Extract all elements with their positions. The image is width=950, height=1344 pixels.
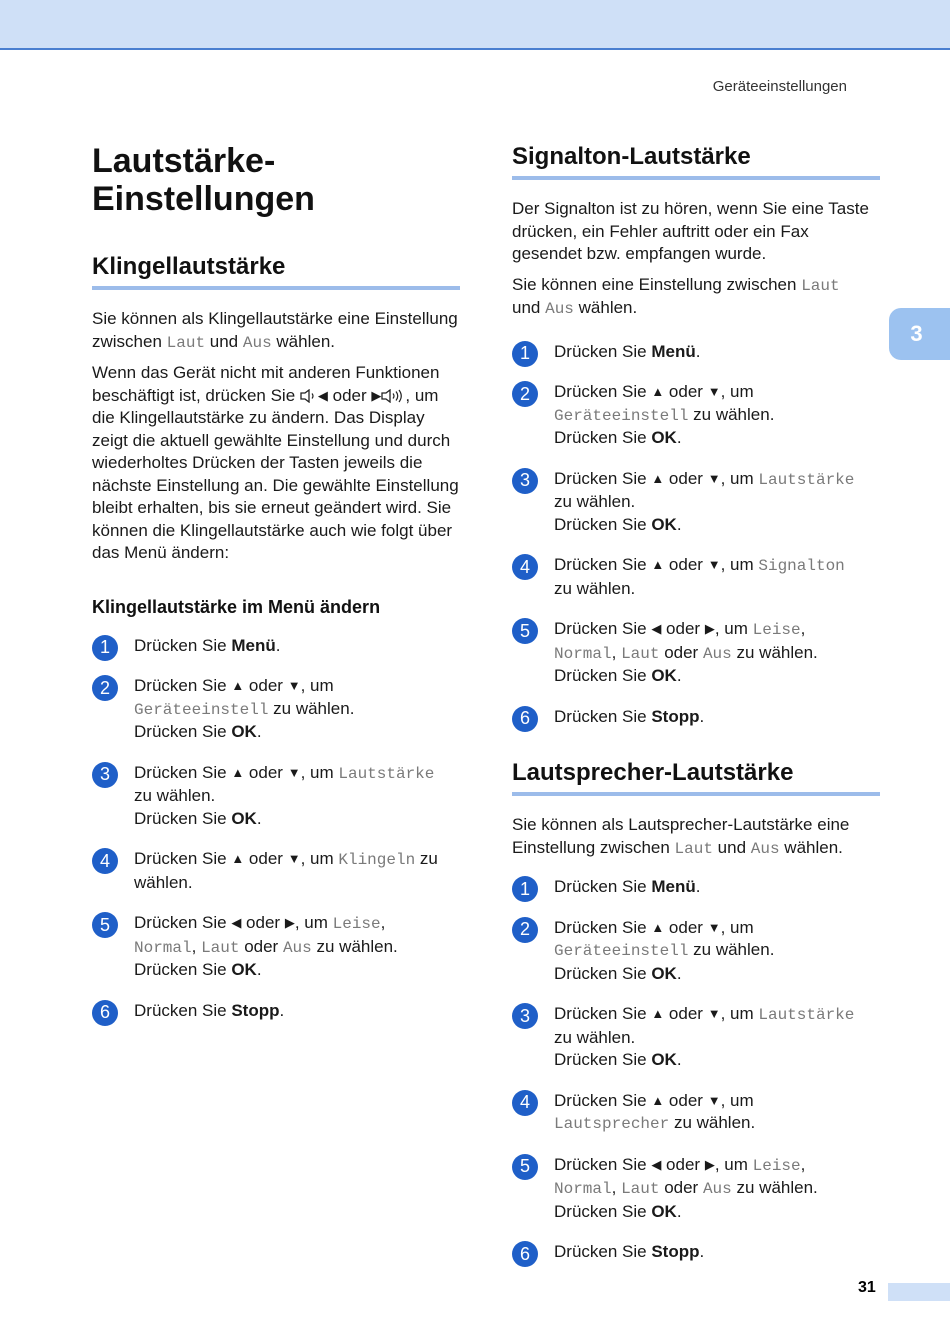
step-item: 6 Drücken Sie Stopp. bbox=[512, 706, 880, 729]
down-triangle-icon: ▼ bbox=[707, 470, 721, 486]
step-item: 6 Drücken Sie Stopp. bbox=[92, 1000, 460, 1023]
step-item: 3 Drücken Sie ▲ oder ▼, um Lautstärke zu wählen. Drücken Sie OK. bbox=[512, 1003, 880, 1072]
step-item: 5 Drücken Sie ◀ oder ▶, um Leise, Normal, Laut oder Aus zu wählen. Drücken Sie OK. bbox=[92, 912, 460, 982]
step-item: 2 Drücken Sie ▲ oder ▼, um Geräteeinstell zu wählen. Drücken Sie OK. bbox=[512, 917, 880, 986]
up-triangle-icon: ▲ bbox=[231, 678, 245, 693]
step-item: 4 Drücken Sie ▲ oder ▼, um Klingeln zu wählen. bbox=[92, 848, 460, 894]
step-number-badge: 1 bbox=[512, 876, 538, 902]
up-triangle-icon: ▲ bbox=[231, 851, 245, 866]
step-item: 1 Drücken Sie Menü. bbox=[512, 341, 880, 364]
step-number-badge: 1 bbox=[92, 635, 118, 661]
step-number-badge: 3 bbox=[512, 1003, 538, 1029]
down-triangle-icon: ▼ bbox=[707, 1006, 721, 1021]
speaker-loud-icon bbox=[381, 389, 405, 403]
section-title-signalton: Signalton-Lautstärke bbox=[512, 142, 880, 180]
step-item: 5 Drücken Sie ◀ oder ▶, um Leise, Normal, Laut oder Aus zu wählen. Drücken Sie OK. bbox=[512, 1154, 880, 1224]
step-item: 1 Drücken Sie Menü. bbox=[512, 876, 880, 899]
down-triangle-icon: ▼ bbox=[707, 557, 721, 572]
speaker-quiet-icon bbox=[300, 389, 318, 403]
page-number: 31 bbox=[858, 1279, 876, 1296]
step-number-badge: 6 bbox=[512, 706, 538, 732]
down-triangle-icon: ▼ bbox=[707, 1092, 721, 1108]
steps-list bbox=[512, 341, 880, 729]
section-title-klingellautstaerke: Klingellautstärke bbox=[92, 252, 460, 290]
step-number-badge: 1 bbox=[512, 341, 538, 367]
paragraph: Sie können eine Einstellung zwischen Laut und Aus wählen. bbox=[512, 274, 840, 318]
step-item: 3 Drücken Sie ▲ oder ▼, um Lautstärke zu wählen. Drücken Sie OK. bbox=[92, 762, 460, 831]
step-item: 2 Drücken Sie ▲ oder ▼, um Geräteeinstell zu wählen. Drücken Sie OK. bbox=[92, 675, 460, 744]
page-title: Lautstärke- Einstellungen bbox=[92, 142, 315, 218]
right-triangle-icon: ▶ bbox=[704, 621, 715, 636]
step-number-badge: 3 bbox=[512, 468, 538, 494]
left-triangle-icon: ◀ bbox=[651, 1156, 662, 1172]
left-triangle-icon: ◀ bbox=[651, 621, 662, 636]
subsection-title: Klingellautstärke im Menü ändern bbox=[92, 596, 381, 617]
left-column bbox=[92, 142, 460, 1040]
top-banner bbox=[0, 0, 950, 50]
up-triangle-icon: ▲ bbox=[231, 764, 245, 780]
step-number-badge: 5 bbox=[92, 912, 118, 938]
up-triangle-icon: ▲ bbox=[651, 384, 665, 399]
step-item: 1 Drücken Sie Menü. bbox=[92, 635, 460, 658]
up-triangle-icon: ▲ bbox=[651, 1006, 665, 1021]
right-column bbox=[512, 142, 880, 1282]
up-triangle-icon: ▲ bbox=[651, 1092, 665, 1108]
paragraph: Wenn das Gerät nicht mit anderen Funktionen beschäftigt ist, drücken Sie ◀ oder ▶ , um die Klingellautstärke zu ändern. Das Display zeigt die aktuell gewählte Einstellung und durch wiederholtes Drücken der Tasten jeweils die nächste Einstellung an. Die gewählte Einstellung bleibt erhalten, bis sie erneut geändert wird. Sie können die Klingellautstärke auch wie folgt über das Menü ändern: bbox=[92, 363, 459, 562]
step-number-badge: 5 bbox=[512, 618, 538, 644]
step-item: 6 Drücken Sie Stopp. bbox=[512, 1241, 880, 1264]
left-triangle-icon: ◀ bbox=[231, 915, 242, 930]
step-number-badge: 2 bbox=[92, 675, 118, 701]
right-triangle-icon: ▶ bbox=[704, 1156, 715, 1172]
step-item: 2 Drücken Sie ▲ oder ▼, um Geräteeinstell zu wählen. Drücken Sie OK. bbox=[512, 381, 880, 450]
down-triangle-icon: ▼ bbox=[707, 384, 721, 399]
down-triangle-icon: ▼ bbox=[287, 678, 301, 693]
right-triangle-icon: ▶ bbox=[284, 915, 295, 930]
step-number-badge: 6 bbox=[92, 1000, 118, 1026]
paragraph: Sie können als Lautsprecher-Lautstärke eine Einstellung zwischen Laut und Aus wählen. bbox=[512, 815, 850, 858]
step-item: 4 Drücken Sie ▲ oder ▼, um Signalton zu wählen. bbox=[512, 554, 880, 600]
step-number-badge: 5 bbox=[512, 1154, 538, 1180]
step-number-badge: 3 bbox=[92, 762, 118, 788]
right-triangle-icon: ▶ bbox=[371, 387, 382, 403]
step-item: 3 Drücken Sie ▲ oder ▼, um Lautstärke zu wählen. Drücken Sie OK. bbox=[512, 468, 880, 537]
step-number-badge: 4 bbox=[512, 1090, 538, 1116]
step-number-badge: 4 bbox=[512, 554, 538, 580]
chapter-tab: 3 bbox=[889, 308, 950, 360]
up-triangle-icon: ▲ bbox=[651, 919, 665, 935]
up-triangle-icon: ▲ bbox=[651, 557, 665, 572]
paragraph: Der Signalton ist zu hören, wenn Sie eine Taste drücken, ein Fehler auftritt oder ein Fax gesendet bzw. empfangen wurde. bbox=[512, 199, 869, 263]
step-item: 5 Drücken Sie ◀ oder ▶, um Leise, Normal, Laut oder Aus zu wählen. Drücken Sie OK. bbox=[512, 618, 880, 688]
step-number-badge: 2 bbox=[512, 381, 538, 407]
down-triangle-icon: ▼ bbox=[287, 764, 301, 780]
step-number-badge: 6 bbox=[512, 1241, 538, 1267]
paragraph: Sie können als Klingellautstärke eine Einstellung zwischen Laut und Aus wählen. bbox=[92, 309, 458, 352]
step-number-badge: 4 bbox=[92, 848, 118, 874]
footer-bar bbox=[888, 1283, 950, 1301]
step-number-badge: 2 bbox=[512, 917, 538, 943]
down-triangle-icon: ▼ bbox=[287, 851, 301, 866]
step-item: 4 Drücken Sie ▲ oder ▼, um Lautsprecher zu wählen. bbox=[512, 1090, 880, 1136]
steps-list bbox=[92, 635, 460, 1023]
left-triangle-icon: ◀ bbox=[317, 387, 328, 403]
section-title-lautsprecher: Lautsprecher-Lautstärke bbox=[512, 758, 880, 796]
running-header: Geräteeinstellungen bbox=[712, 78, 847, 95]
up-triangle-icon: ▲ bbox=[651, 470, 665, 486]
down-triangle-icon: ▼ bbox=[707, 919, 721, 935]
steps-list bbox=[512, 876, 880, 1264]
